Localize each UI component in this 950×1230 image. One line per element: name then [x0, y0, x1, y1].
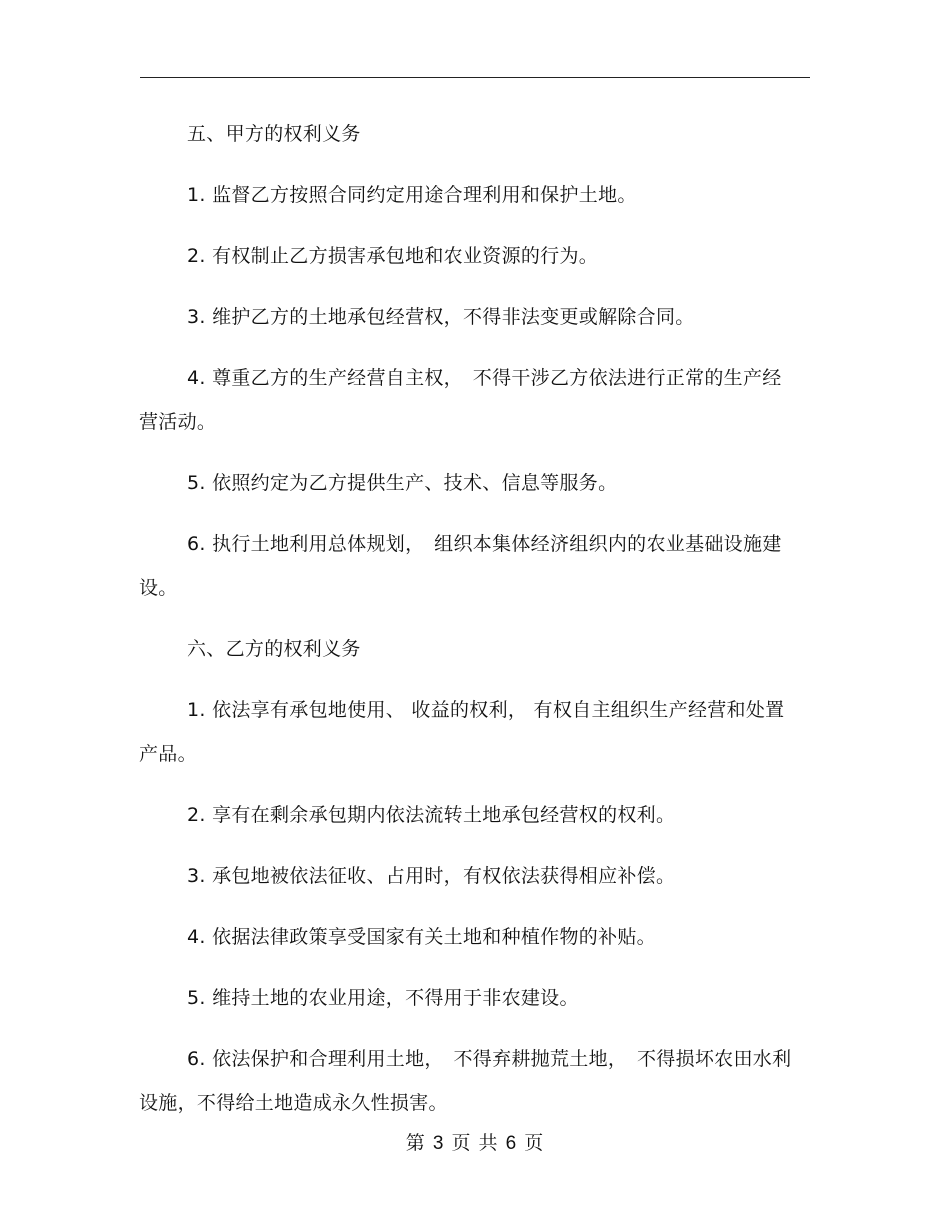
- section-5-item-5: 5. 依照约定为乙方提供生产、技术、信息等服务。: [187, 472, 618, 494]
- header-rule: [140, 77, 810, 78]
- current-page-number: 3: [432, 1133, 445, 1154]
- section-6-item-1: 1. 依法享有承包地使用、 收益的权利， 有权自主组织生产经营和处置产品。: [139, 699, 785, 765]
- footer-prefix: 第: [405, 1132, 426, 1154]
- section-5-item-1: 1. 监督乙方按照合同约定用途合理利用和保护土地。: [187, 184, 637, 206]
- document-body: [139, 112, 799, 1142]
- section-5-item-2: 2. 有权制止乙方损害承包地和农业资源的行为。: [187, 245, 599, 267]
- page-footer: [0, 1128, 950, 1159]
- section-6-item-6: 6. 依法保护和合理利用土地， 不得弃耕抛荒土地， 不得损坏农田水利设施，不得给土地造成永久性损害。: [139, 1048, 792, 1114]
- total-pages-number: 6: [505, 1133, 518, 1154]
- footer-middle: 页 共: [451, 1132, 499, 1154]
- section-5-item-4: 4. 尊重乙方的生产经营自主权， 不得干涉乙方依法进行正常的生产经营活动。: [139, 367, 782, 433]
- section-6-item-4: 4. 依据法律政策享受国家有关土地和种植作物的补贴。: [187, 926, 656, 948]
- section-5-item-6: 6. 执行土地利用总体规划， 组织本集体经济组织内的农业基础设施建设。: [139, 533, 782, 599]
- section-6-title: 六、乙方的权利义务: [187, 638, 361, 660]
- section-5-title: 五、甲方的权利义务: [187, 123, 361, 145]
- footer-suffix: 页: [524, 1132, 545, 1154]
- section-6-item-2: 2. 享有在剩余承包期内依法流转土地承包经营权的权利。: [187, 804, 676, 826]
- section-5-item-3: 3. 维护乙方的土地承包经营权，不得非法变更或解除合同。: [187, 306, 695, 328]
- section-6-item-3: 3. 承包地被依法征收、占用时，有权依法获得相应补偿。: [187, 865, 676, 887]
- section-6-item-5: 5. 维持土地的农业用途，不得用于非农建设。: [187, 987, 579, 1009]
